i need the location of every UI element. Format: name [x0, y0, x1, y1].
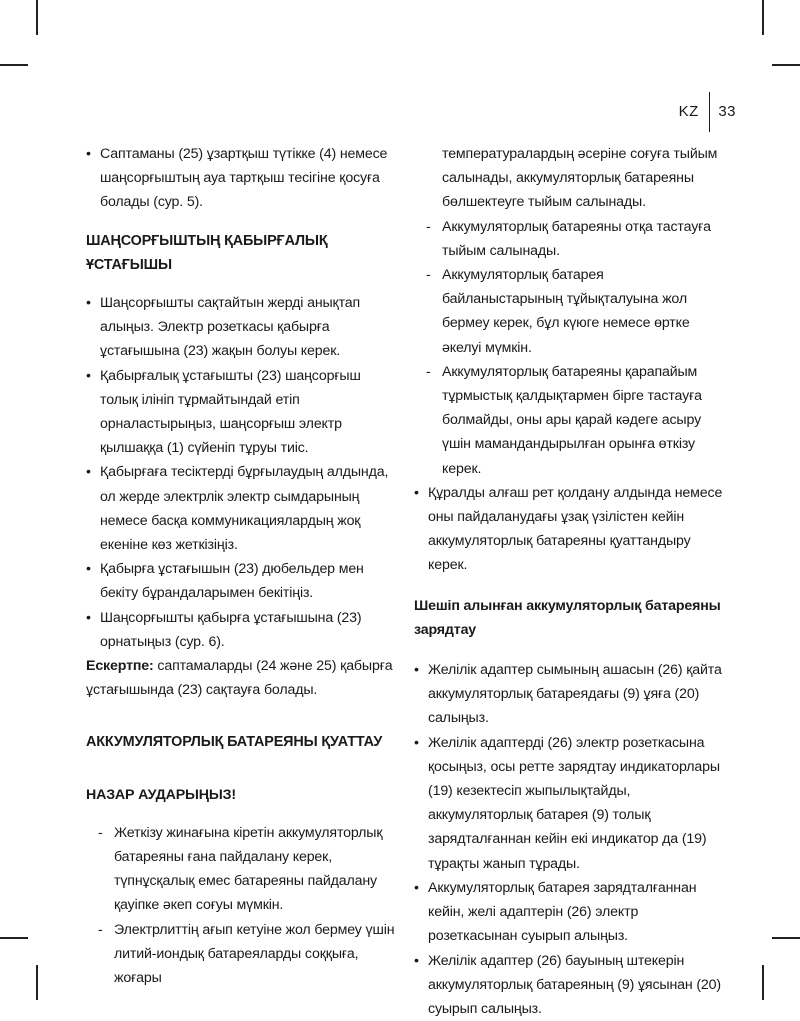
list-item: - Аккумуляторлық батареяны отқа тастауға тыйым салынады. [414, 215, 726, 263]
crop-mark [0, 937, 28, 939]
intro-list [86, 142, 396, 215]
list-item: • Шаңсорғышты қабырға ұстағышына (23) орнатыңыз (сур. 6). [86, 606, 396, 654]
list-item: - Аккумуляторлық батарея байланыстарының тұйықталуына жол бермеу керек, бұл күюге немесе өртке әкелуі мүмкін. [414, 263, 726, 360]
attention-heading: НАЗАР АУДАРЫҢЫЗ! [86, 783, 396, 807]
continued-paragraph: температуралардың әсеріне соғуға тыйым салынады, аккумуляторлық батареяны бөлшектеуге тыйым салынады. [414, 142, 726, 215]
crop-mark [36, 0, 38, 35]
removed-battery-list [414, 658, 726, 1021]
section-heading-wall-mount: ШАҢСОРҒЫШТЫҢ ҚАБЫРҒАЛЫҚ ҰСТАҒЫШЫ [86, 229, 396, 277]
note-text: саптамаларды (24 және 25) қабырға ұстағышында (23) сақтауға болады. [86, 658, 392, 698]
first-use-list [414, 481, 726, 578]
list-item: • Қабырға ұстағышын (23) дюбельдер мен бекіту бұрандаларымен бекітіңіз. [86, 557, 396, 605]
header-divider [709, 92, 711, 132]
crop-mark [772, 937, 800, 939]
list-item: • Аккумуляторлық батарея зарядталғаннан кейін, желі адаптерін (26) электр розеткасынан суырып алыңыз. [414, 876, 726, 949]
crop-mark [772, 64, 800, 66]
page-header [679, 90, 736, 132]
note-paragraph [86, 654, 396, 702]
list-item: • Желілік адаптер (26) бауының штекерін аккумуляторлық батареяның (9) ұясынан (20) суырып салыңыз. [414, 949, 726, 1021]
list-item: • Желілік адаптер сымының ашасын (26) қайта аккумуляторлық батареядағы (9) ұяға (20) салыңыз. [414, 658, 726, 731]
list-item: - Аккумуляторлық батареяны қарапайым тұрмыстық қалдықтармен бірге тастауға болмайды, оны ары қарай кәдеге асыру үшін мамандандырылған орынға өткізу керек. [414, 360, 726, 481]
list-item: • Саптаманы (25) ұзартқыш түтікке (4) немесе шаңсорғыштың ауа тартқыш тесігіне қосуға болады (сур. 5). [86, 142, 396, 215]
list-item: • Құралды алғаш рет қолдану алдында немесе оны пайдаланудағы ұзақ үзілістен кейін аккумуляторлық батареяны қуаттандыру керек. [414, 481, 726, 578]
crop-mark [762, 965, 764, 1000]
page-number: 33 [718, 103, 736, 120]
section-heading-charging: АККУМУЛЯТОРЛЫҚ БАТАРЕЯНЫ ҚУАТТАУ [86, 730, 396, 754]
list-item: • Шаңсорғышты сақтайтын жерді анықтап алыңыз. Электр розеткасы қабырға ұстағышына (23) жақын болуы керек. [86, 291, 396, 364]
list-item: • Қабырғаға тесіктерді бұрғылаудың алдында, ол жерде электрлік электр сымдарының немесе басқа коммуникациялардың жоқ екеніне көз жеткізіңіз. [86, 460, 396, 557]
right-column [414, 142, 726, 1021]
note-label: Ескертпе: [86, 658, 154, 674]
language-code: KZ [679, 103, 699, 120]
battery-warnings-list [414, 215, 726, 481]
list-item: • Қабырғалық ұстағышты (23) шаңсорғыш толық ілініп тұрмайтындай етіп орналастырыңыз, шаңсорғыш электр қылшаққа (1) сүйеніп тұруы тиіс. [86, 364, 396, 461]
crop-mark [36, 965, 38, 1000]
section-heading-removed-battery: Шешіп алынған аккумуляторлық батареяны зарядтау [414, 594, 726, 642]
crop-mark [0, 64, 28, 66]
left-column [86, 142, 396, 990]
list-item: - Жеткізу жинағына кіретін аккумуляторлық батареяны ғана пайдалану керек, түпнұсқалық емес батареяны пайдалану қауіпке әкеп соғуы мүмкін. [86, 821, 396, 918]
crop-mark [762, 0, 764, 35]
attention-list [86, 821, 396, 990]
wall-mount-list [86, 291, 396, 654]
list-item: • Желілік адаптерді (26) электр розеткасына қосыңыз, осы ретте зарядтау индикаторлары (19) кезектесіп жыпылықтайды, аккумуляторлық батарея (9) толық зарядталғаннан кейін екі индикатор да (19) тұрақты жанып тұрады. [414, 731, 726, 876]
list-item: - Электрлиттің ағып кетуіне жол бермеу үшін литий-иондық батареяларды соққыға, жоғары [86, 918, 396, 991]
